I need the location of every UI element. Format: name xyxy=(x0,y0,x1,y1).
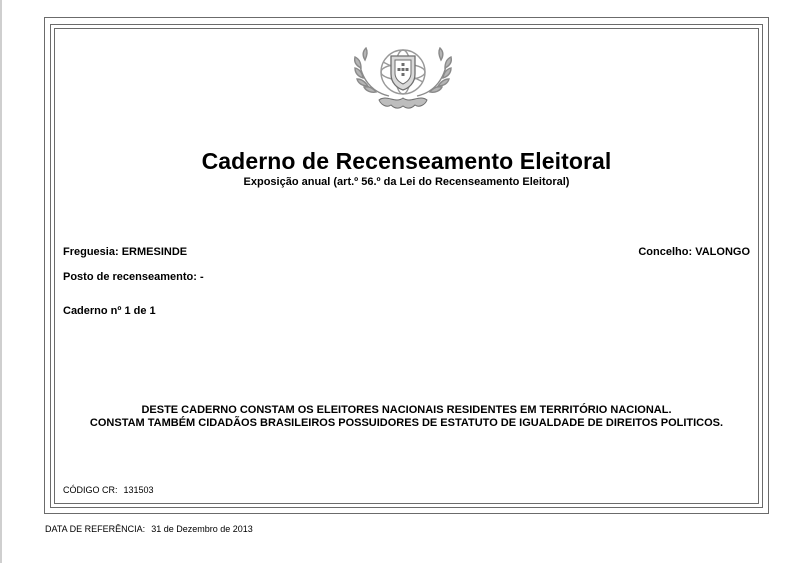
data-referencia-value: 31 de Dezembro de 2013 xyxy=(151,524,253,534)
document-title: Caderno de Recenseamento Eleitoral xyxy=(201,148,612,174)
notice-line-1: DESTE CADERNO CONSTAM OS ELEITORES NACIONAIS RESIDENTES EM TERRITÓRIO NACIONAL. xyxy=(141,404,672,416)
caderno-number: Caderno nº 1 de 1 xyxy=(63,305,156,317)
posto-value: - xyxy=(199,271,204,283)
document-subtitle: Exposição anual (art.º 56.º da Lei do Recenseamento Eleitoral) xyxy=(243,176,570,188)
codigo-cr-label: CÓDIGO CR: xyxy=(63,485,118,495)
data-referencia xyxy=(45,524,253,534)
posto-label: Posto de recenseamento: xyxy=(63,271,197,283)
notice-line-2: CONSTAM TAMBÉM CIDADÃOS BRASILEIROS POSSUIDORES DE ESTATUTO DE IGUALDADE DE DIREITOS POLITICOS. xyxy=(89,417,724,429)
codigo-cr-value: 131503 xyxy=(123,485,154,495)
freguesia-label: Freguesia: xyxy=(63,246,119,258)
codigo-cr xyxy=(63,485,154,495)
page-edge xyxy=(0,0,2,563)
data-referencia-label: DATA DE REFERÊNCIA: xyxy=(45,524,146,534)
concelho-label: Concelho: xyxy=(638,246,693,258)
freguesia-field xyxy=(63,246,187,258)
coat-of-arms-icon xyxy=(349,34,457,112)
concelho-field xyxy=(638,246,750,258)
concelho-value: VALONGO xyxy=(695,246,750,258)
freguesia-value: ERMESINDE xyxy=(121,246,188,258)
posto-field xyxy=(63,271,204,283)
